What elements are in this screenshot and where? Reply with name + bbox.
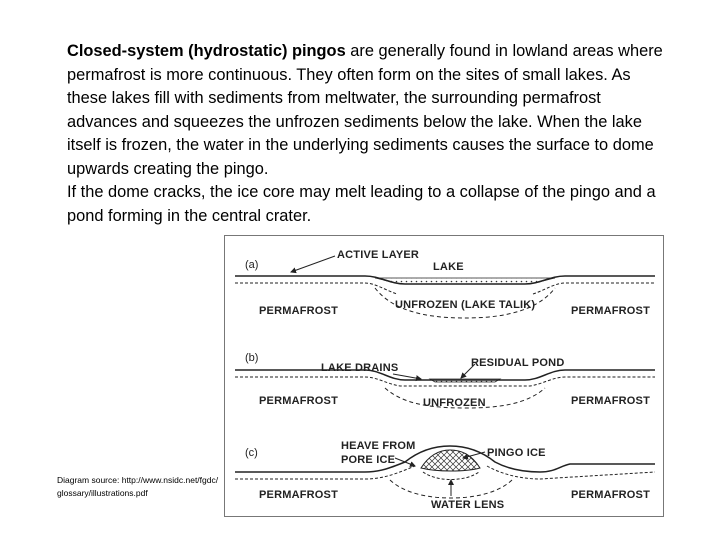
- panel-a-active-layer-label: ACTIVE LAYER: [337, 249, 420, 261]
- panel-c-pingo-ice-label: PINGO ICE: [487, 447, 546, 459]
- panel-c-water-lens: [423, 472, 479, 480]
- term-closed-system-pingos: Closed-system (hydrostatic) pingos: [67, 42, 346, 60]
- panel-a-permafrost-right-label: PERMAFROST: [571, 305, 650, 317]
- panel-a-unfrozen-label: UNFROZEN (LAKE TALIK): [395, 299, 536, 311]
- panel-a-tag: (a): [245, 259, 259, 271]
- panel-b-residual-pond-label: RESIDUAL POND: [471, 357, 565, 369]
- panel-b-ground-surface: [235, 370, 655, 380]
- panel-b-permafrost-left-label: PERMAFROST: [259, 395, 338, 407]
- panel-c-heave-label-line2: PORE ICE: [341, 454, 396, 466]
- diagram-source-caption: Diagram source: http://www.nsidc.net/fgdc/glossary/illustrations.pdf: [57, 475, 219, 498]
- panel-b-tag: (b): [245, 352, 259, 364]
- panel-b-residual-pond: [430, 379, 500, 382]
- panel-a-active-layer-arrow: [291, 256, 335, 272]
- panel-c-permafrost-left-label: PERMAFROST: [259, 489, 338, 501]
- pingo-formation-diagram: [224, 235, 664, 517]
- panel-c-pingo-ice-core: [421, 450, 480, 471]
- panel-c-permafrost-right-label: PERMAFROST: [571, 489, 650, 501]
- intro-paragraph-text: are generally found in lowland areas where permafrost is more continuous. They often form on the sites of small lakes. As these lakes fill with sediments from meltwater, the surrounding permafrost advances and squeezes the unfrozen sediments below the lake. When the lake itself is frozen, the water in the underlying sediments causes the surface to dome upwards creating the pingo.: [67, 42, 663, 178]
- panel-a-lake-water: [375, 278, 555, 284]
- panel-c-water-lens-label: WATER LENS: [431, 499, 505, 511]
- collapse-paragraph: If the dome cracks, the ice core may melt leading to a collapse of the pingo and a pond forming in the central crater.: [67, 183, 656, 225]
- panel-b-unfrozen-label: UNFROZEN: [423, 397, 486, 409]
- panel-b: [235, 352, 655, 409]
- intro-paragraph: [67, 40, 667, 181]
- panel-b-lake-drains-label: LAKE DRAINS: [321, 362, 399, 374]
- panel-a-permafrost-left-label: PERMAFROST: [259, 305, 338, 317]
- panel-a-lake-label: LAKE: [433, 261, 464, 273]
- panel-c: [235, 440, 655, 511]
- panel-b-permafrost-right-label: PERMAFROST: [571, 395, 650, 407]
- panel-c-heave-label-line1: HEAVE FROM: [341, 440, 416, 452]
- panel-c-tag: (c): [245, 447, 258, 459]
- panel-a: [235, 249, 655, 318]
